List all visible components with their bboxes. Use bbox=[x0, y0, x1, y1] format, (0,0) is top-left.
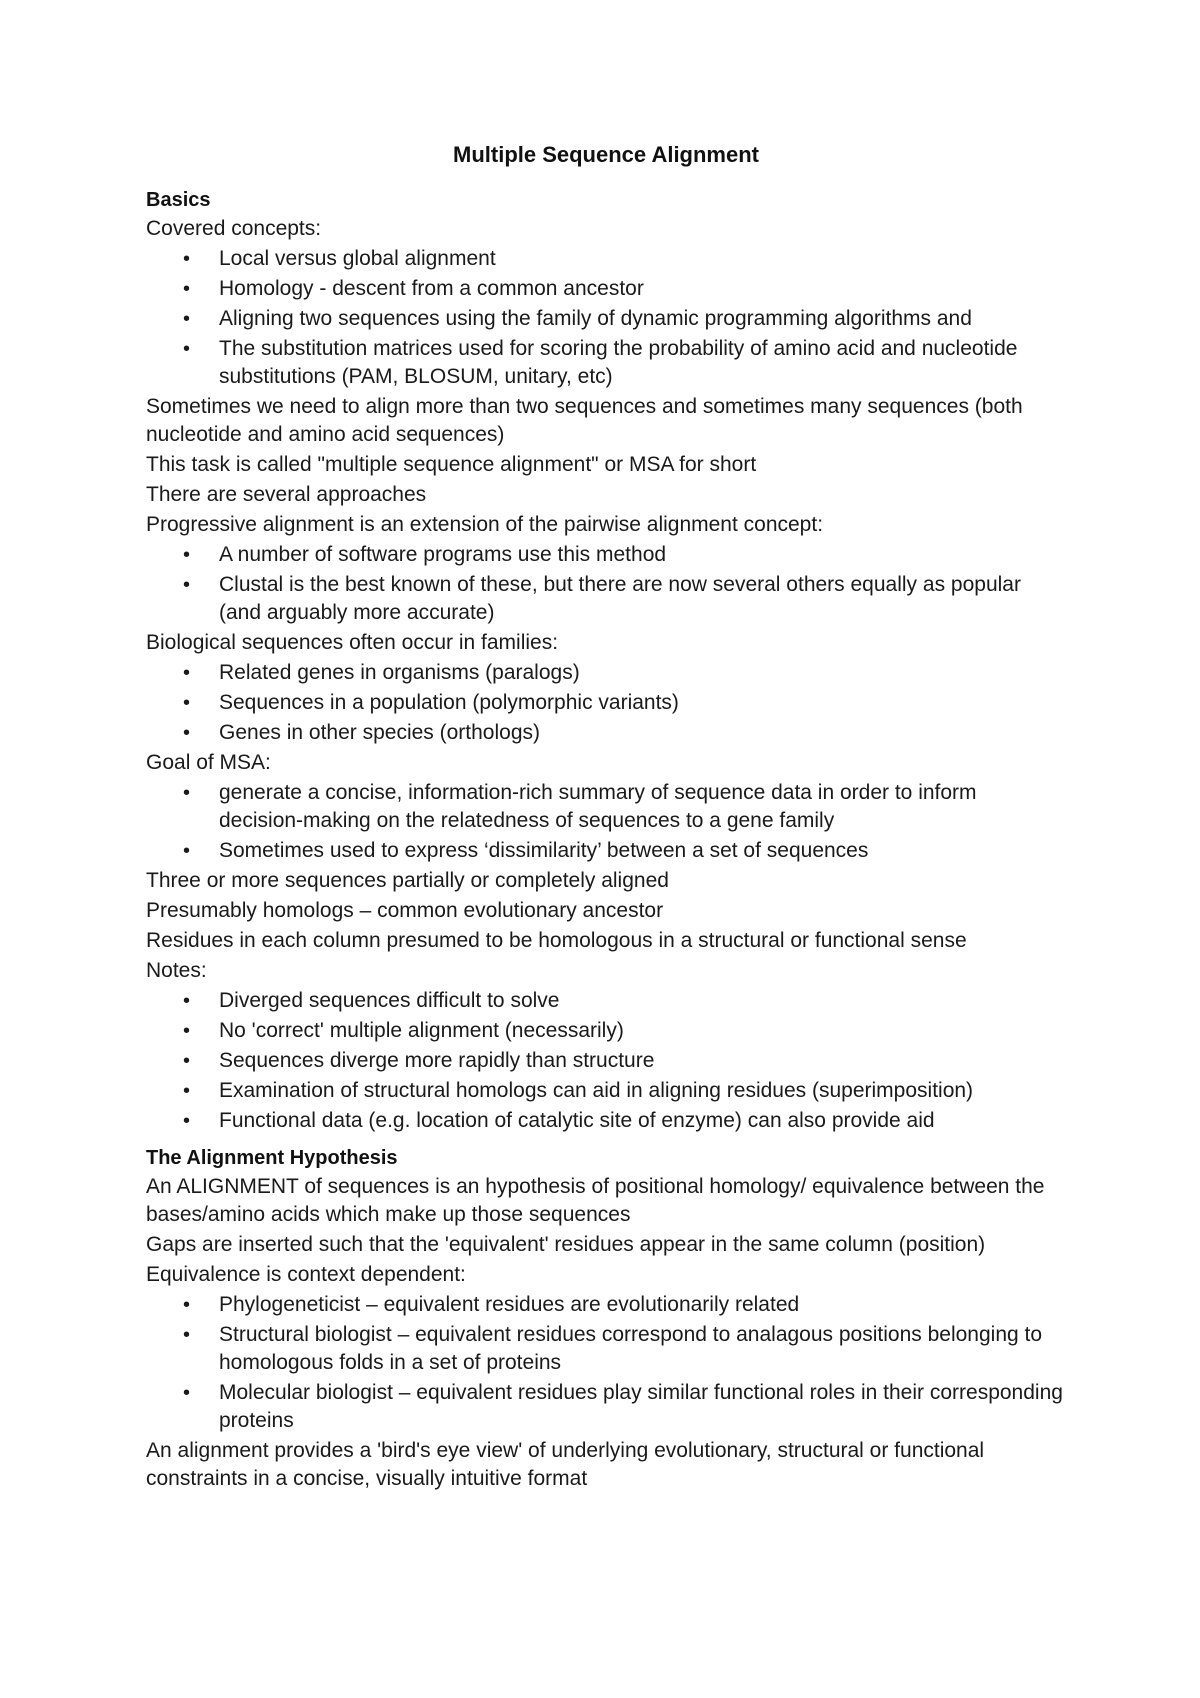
bullet-list bbox=[146, 658, 1066, 748]
bullet-list bbox=[146, 244, 1066, 392]
bullet-item: • Clustal is the best known of these, but there are now several others equally as popular (and arguably more accurate) bbox=[219, 570, 1066, 628]
paragraph: Progressive alignment is an extension of the pairwise alignment concept: bbox=[146, 513, 824, 536]
section-heading: Basics bbox=[146, 189, 211, 211]
bullet-item: • Molecular biologist – equivalent residues play similar functional roles in their corresponding proteins bbox=[219, 1378, 1066, 1436]
paragraph: Gaps are inserted such that the 'equivalent' residues appear in the same column (position) bbox=[146, 1233, 986, 1256]
bullet-list bbox=[146, 540, 1066, 628]
bullet-item: • Aligning two sequences using the family of dynamic programming algorithms and bbox=[219, 304, 1066, 334]
document-title: Multiple Sequence Alignment bbox=[453, 142, 759, 167]
paragraph: Covered concepts: bbox=[146, 217, 322, 240]
bullet-item: • Examination of structural homologs can aid in aligning residues (superimposition) bbox=[219, 1076, 1066, 1106]
bullet-item: • generate a concise, information-rich summary of sequence data in order to inform decision-making on the relatedness of sequences to a gene family bbox=[219, 778, 1066, 836]
document-page bbox=[146, 140, 1066, 1494]
section-heading: The Alignment Hypothesis bbox=[146, 1147, 398, 1169]
bullet-item: • Structural biologist – equivalent residues correspond to analagous positions belonging to homologous folds in a set of proteins bbox=[219, 1320, 1066, 1378]
bullet-item: • The substitution matrices used for scoring the probability of amino acid and nucleotide substitutions (PAM, BLOSUM, unitary, etc) bbox=[219, 334, 1066, 392]
bullet-item: • Related genes in organisms (paralogs) bbox=[219, 658, 1066, 688]
bullet-item: • Phylogeneticist – equivalent residues are evolutionarily related bbox=[219, 1290, 1066, 1320]
paragraph: There are several approaches bbox=[146, 483, 427, 506]
bullet-item: • No 'correct' multiple alignment (necessarily) bbox=[219, 1016, 1066, 1046]
bullet-item: • Sequences in a population (polymorphic variants) bbox=[219, 688, 1066, 718]
paragraph: This task is called "multiple sequence alignment" or MSA for short bbox=[146, 453, 757, 476]
document-body bbox=[146, 186, 1066, 1494]
bullet-list bbox=[146, 778, 1066, 866]
paragraph: An ALIGNMENT of sequences is an hypothesis of positional homology/ equivalence between the bases/amino acids which make up those sequences bbox=[146, 1175, 1045, 1226]
bullet-item: • A number of software programs use this method bbox=[219, 540, 1066, 570]
bullet-item: • Functional data (e.g. location of catalytic site of enzyme) can also provide aid bbox=[219, 1106, 1066, 1136]
paragraph: Three or more sequences partially or completely aligned bbox=[146, 869, 669, 892]
bullet-list bbox=[146, 986, 1066, 1136]
paragraph: Goal of MSA: bbox=[146, 751, 271, 774]
paragraph: Notes: bbox=[146, 959, 207, 982]
bullet-item: • Diverged sequences difficult to solve bbox=[219, 986, 1066, 1016]
bullet-item: • Homology - descent from a common ancestor bbox=[219, 274, 1066, 304]
paragraph: Residues in each column presumed to be homologous in a structural or functional sense bbox=[146, 929, 967, 952]
bullet-item: • Genes in other species (orthologs) bbox=[219, 718, 1066, 748]
paragraph: Sometimes we need to align more than two sequences and sometimes many sequences (both nucleotide and amino acid sequences) bbox=[146, 395, 1023, 446]
paragraph: Biological sequences often occur in families: bbox=[146, 631, 559, 654]
paragraph: An alignment provides a 'bird's eye view' of underlying evolutionary, structural or functional constraints in a concise, visually intuitive format bbox=[146, 1439, 985, 1490]
bullet-item: • Sometimes used to express ‘dissimilarity’ between a set of sequences bbox=[219, 836, 1066, 866]
bullet-item: • Sequences diverge more rapidly than structure bbox=[219, 1046, 1066, 1076]
paragraph: Presumably homologs – common evolutionary ancestor bbox=[146, 899, 664, 922]
bullet-item: • Local versus global alignment bbox=[219, 244, 1066, 274]
bullet-list bbox=[146, 1290, 1066, 1436]
paragraph: Equivalence is context dependent: bbox=[146, 1263, 466, 1286]
